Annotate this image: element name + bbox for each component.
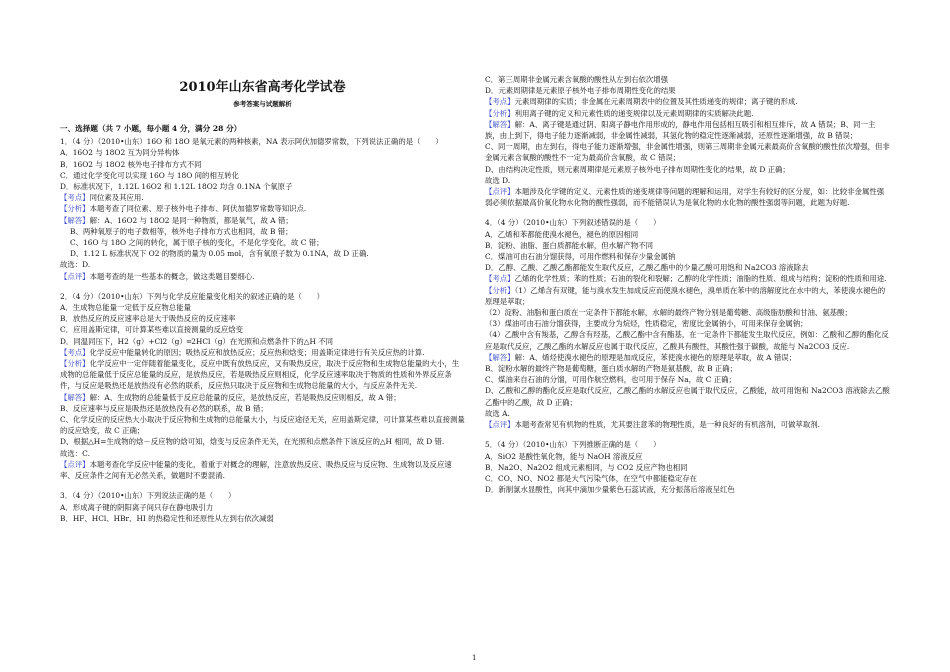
line-text: 本题考查了同位素、原子核外电子排布、阿伏加德罗常数等知识点. bbox=[89, 204, 307, 214]
text-line bbox=[485, 318, 890, 329]
section-tag: 【点评】 bbox=[485, 187, 515, 197]
text-line bbox=[485, 229, 890, 240]
text-line bbox=[485, 141, 890, 163]
line-text: B、两种氧原子的电子数相等，核外电子排布方式也相同，故 B 错； bbox=[70, 226, 293, 236]
right-column bbox=[485, 74, 890, 495]
line-text: （4）乙酸中含有羧基，乙醇含有羟基，乙酸乙酯中含有酯基，在一定条件下都能发生取代反应，例如：乙酸和乙醇的酯化反应是取代反应，乙酸乙酯的水解反应也属于取代反应，乙酸具有酸性，其酸性强于碳酸，故能与 Na2CO3 反应. bbox=[485, 330, 889, 351]
text-line bbox=[485, 285, 890, 307]
section-tag: 【解答】 bbox=[60, 215, 90, 225]
left-column bbox=[60, 80, 465, 524]
line-text: D．乙醇、乙酸、乙酸乙酯都能发生取代反应，乙酸乙酯中的少量乙酸可用饱和 Na2CO3 溶液除去 bbox=[485, 263, 809, 273]
text-line bbox=[485, 85, 890, 96]
line-text: D、乙酸和乙醇的酯化反应是取代反应，乙酸乙酯的水解反应也属于取代反应，乙酸能，故可用饱和 Na2CO3 溶液除去乙酸乙酯中的乙酸，故 D 正确； bbox=[485, 386, 890, 407]
line-text: C．通过化学变化可以实现 16O 与 18O 间的相互转化 bbox=[60, 170, 240, 180]
section-tag: 【点评】 bbox=[485, 420, 515, 430]
line-text: C、同一周期，由左到右，得电子能力逐渐增强，非金属性增强，则第三周期非金属元素最高价含氧酸的酸性依次增强，但非金属元素含氧酸的酸性不一定为最高价含氧酸，故 C 错误； bbox=[485, 142, 890, 163]
text-line bbox=[60, 170, 465, 181]
text-line bbox=[60, 181, 465, 192]
line-text: C、16O 与 18O 之间的转化，属于原子核的变化，不是化学变化，故 C 错； bbox=[70, 238, 324, 248]
section-tag: 【分析】 bbox=[60, 204, 90, 214]
page-title: 2010年山东省高考化学试卷 bbox=[179, 80, 346, 95]
line-text: D．标准状况下，1.12L 16O2 和 1.12L 18O2 均含 0.1NA 个氧原子 bbox=[60, 182, 293, 192]
line-text: C．煤油可由石油分馏获得，可用作燃料和保存少量金属钠 bbox=[485, 252, 676, 262]
text-line bbox=[60, 248, 465, 259]
section-tag: 【考点】 bbox=[485, 274, 515, 284]
section-tag: 【解答】 bbox=[485, 352, 515, 362]
line-text: C．第三周期非金属元素含氧酸的酸性从左到右依次增强 bbox=[485, 75, 669, 84]
line-text: 本题考查常见有机物的性质，尤其要注意苯的物理性质，是一种良好的有机溶剂，可做萃取剂. bbox=[514, 420, 820, 430]
text-line bbox=[485, 374, 890, 385]
text-line bbox=[60, 291, 465, 302]
line-text: 元素周期律的实质；非金属在元素周期表中的位置及其性质递变的规律；离子键的形成. bbox=[514, 97, 798, 107]
section-tag: 【点评】 bbox=[60, 459, 90, 469]
line-text: （1）乙烯含有双键，能与溴水发生加成反应而使溴水褪色，溴单质在苯中的溶解度比在水中的大，苯使溴水褪色的原理是萃取； bbox=[485, 285, 886, 306]
left-column-body bbox=[60, 136, 465, 524]
right-column-body bbox=[485, 74, 890, 495]
text-line bbox=[485, 385, 890, 407]
text-line bbox=[60, 459, 465, 481]
text-line bbox=[60, 302, 465, 313]
text-line bbox=[60, 313, 465, 324]
line-text: 化学反应中一定伴随着能量变化，反应中既有放热反应，又有吸热反应，取决于反应物和生成物总能量的大小，生成物的总能量低于反应总能量的反应，是放热反应，若是吸热反应则相反，化学反应速率取决于物质的性质和外界反应条件，与反应是吸热还是放热没有必然的联系，反应热只取决于反应物和生成物总能量的大小，与反应条件无关. bbox=[60, 359, 460, 391]
text-line bbox=[485, 175, 890, 186]
line-text: 故选 A. bbox=[485, 408, 510, 418]
line-text: C、化学反应的反应热大小取决于反应物和生成物的总能量大小，与反应途径无关，应用盖斯定律，可计算某些难以直接测量的反应焓变，故 C 正确； bbox=[60, 415, 465, 436]
section-tag: 【解答】 bbox=[485, 119, 515, 129]
text-line bbox=[485, 74, 890, 85]
text-line bbox=[60, 324, 465, 335]
text-line bbox=[60, 259, 465, 270]
line-text: B．放热反应的反应速率总是大于吸热反应的反应速率 bbox=[60, 314, 236, 324]
line-text: A．16O2 与 18O2 互为同分异构体 bbox=[60, 148, 180, 158]
line-text: 故选 D. bbox=[485, 175, 511, 185]
line-text: 3．（4 分）（2010•山东）下列说法正确的是（ ） bbox=[60, 491, 236, 501]
section-tag: 【考点】 bbox=[485, 97, 515, 107]
text-line bbox=[485, 329, 890, 351]
line-text: B、淀粉水解的最终产物是葡萄糖，蛋白质水解的产物是氨基酸，故 B 正确； bbox=[485, 364, 738, 374]
text-line bbox=[60, 136, 465, 147]
text-line bbox=[60, 237, 465, 248]
text-line bbox=[485, 96, 890, 107]
section-tag: 【考点】 bbox=[60, 347, 90, 357]
text-line bbox=[60, 226, 465, 237]
text-line bbox=[485, 186, 890, 208]
line-text: B．Na2O、Na2O2 组成元素相同，与 CO2 反应产物也相同 bbox=[485, 462, 688, 472]
text-line bbox=[60, 403, 465, 414]
section-heading: 一、选择题（共 7 小题，每小题 4 分，满分 28 分） bbox=[60, 124, 242, 133]
line-text: 1．（4 分）（2010•山东）16O 和 18O 是氧元素的两种核素，NA 表示阿伏加德罗常数，下列说法正确的是（ ） bbox=[60, 137, 443, 147]
line-text: 解：A、烯烃使溴水褪色的原理是加成反应，苯使溴水褪色的原理是萃取，故 A 错误； bbox=[514, 352, 797, 362]
line-text: 乙烯的化学性质；苯的性质；石油的裂化和裂解；乙醇的化学性质；油脂的性质、组成与结构；淀粉的性质和用途. bbox=[514, 274, 887, 284]
text-line bbox=[485, 217, 890, 228]
text-line bbox=[60, 513, 465, 524]
text-line bbox=[60, 271, 465, 282]
text-line bbox=[60, 215, 465, 226]
text-line bbox=[485, 262, 890, 273]
line-text: 利用离子键的定义和元素性质的递变规律以及元素周期律的实质解决此题. bbox=[514, 108, 754, 118]
line-text: B．16O2 与 18O2 核外电子排布方式不同 bbox=[60, 159, 202, 169]
line-text: 解：A、生成物的总能量低于反应总能量的反应，是放热反应，若是吸热反应则相反，故 A 错； bbox=[89, 392, 401, 402]
text-line bbox=[485, 240, 890, 251]
text-line bbox=[60, 358, 465, 392]
text-line bbox=[60, 159, 465, 170]
line-text: 故选：C. bbox=[60, 448, 90, 458]
line-text: C．CO、NO、NO2 都是大气污染气体，在空气中都能稳定存在 bbox=[485, 473, 698, 483]
paragraph-gap bbox=[60, 282, 465, 291]
paragraph-gap bbox=[485, 208, 890, 217]
page-number: 1 bbox=[472, 654, 477, 662]
line-text: D．元素周期律是元素原子核外电子排布周期性变化的结果 bbox=[485, 86, 676, 96]
line-text: 故选：D. bbox=[60, 260, 91, 270]
text-line bbox=[60, 490, 465, 501]
section-tag: 【解答】 bbox=[60, 392, 90, 402]
text-line bbox=[60, 392, 465, 403]
text-line bbox=[60, 414, 465, 436]
paragraph-gap bbox=[60, 481, 465, 490]
line-text: 本题考查的是一些基本的概念，做这类题目要细心. bbox=[89, 271, 255, 281]
line-text: D、1.12 L 标准状况下 O2 的物质的量为 0.05 mol，含有氧原子数为 0.1NA，故 D 正确. bbox=[70, 249, 369, 259]
line-text: （2）淀粉、油脂和蛋白质在一定条件下都能水解，水解的最终产物分别是葡萄糖、高级脂肪酸和甘油、氨基酸； bbox=[485, 308, 852, 318]
line-text: C．应用盖斯定律，可计算某些难以直接测量的反应焓变 bbox=[60, 325, 244, 335]
text-line bbox=[60, 192, 465, 203]
text-line bbox=[485, 273, 890, 284]
text-line bbox=[60, 448, 465, 459]
line-text: 解：A、16O2 与 18O2 是同一种物质，都是氧气，故 A 错； bbox=[89, 215, 293, 225]
line-text: C、煤油来自石油的分馏，可用作航空燃料，也可用于保存 Na，故 C 正确； bbox=[485, 375, 736, 385]
section-tag: 【点评】 bbox=[60, 271, 90, 281]
section-tag: 【分析】 bbox=[60, 359, 90, 369]
line-text: A．形成离子键的阴阳离子间只存在静电吸引力 bbox=[60, 502, 214, 512]
line-text: D．同温同压下，H2（g）+Cl2（g）═2HCl（g）在光照和点燃条件下的△H 不同 bbox=[60, 336, 334, 346]
text-line bbox=[485, 484, 890, 495]
text-line bbox=[485, 408, 890, 419]
text-line bbox=[485, 119, 890, 141]
text-line bbox=[485, 419, 890, 430]
section-tag: 【考点】 bbox=[60, 193, 90, 203]
line-text: 4．（4 分）（2010•山东）下列叙述错误的是（ ） bbox=[485, 218, 661, 228]
text-line bbox=[60, 147, 465, 158]
line-text: 化学反应中能量转化的原因；吸热反应和放热反应；反应热和焓变；用盖斯定律进行有关反应热的计算. bbox=[89, 347, 425, 357]
line-text: A．乙烯和苯都能使溴水褪色，褪色的原因相同 bbox=[485, 229, 639, 239]
line-text: 本题考查化学反应中能量的变化，着重于对概念的理解，注意放热反应、吸热反应与反应物、生成物以及反应速率、反应条件之间有无必然关系，做题时不要混淆. bbox=[60, 459, 452, 481]
text-line bbox=[60, 502, 465, 513]
line-text: 同位素及其应用. bbox=[89, 193, 144, 203]
text-line bbox=[485, 451, 890, 462]
line-text: 2．（4 分）（2010•山东）下列与化学反应能量变化相关的叙述正确的是（ ） bbox=[60, 291, 325, 301]
line-text: A．生成物总能量一定低于反应物总能量 bbox=[60, 303, 191, 313]
section-tag: 【分析】 bbox=[485, 285, 515, 295]
line-text: B．HF、HCl、HBr、HI 的热稳定性和还原性从左到右依次减弱 bbox=[60, 513, 274, 523]
line-text: D、由结构决定性质，则元素周期律是元素原子核外电子排布周期性变化的结果，故 D 正确； bbox=[485, 164, 790, 174]
page-subtitle: 参考答案与试题解析 bbox=[233, 100, 292, 108]
text-line bbox=[485, 462, 890, 473]
text-line bbox=[60, 336, 465, 347]
text-line bbox=[485, 439, 890, 450]
text-line bbox=[485, 473, 890, 484]
text-line bbox=[485, 164, 890, 175]
text-line bbox=[485, 251, 890, 262]
text-line bbox=[60, 347, 465, 358]
line-text: D．新制氯水显酸性，向其中滴加少量紫色石蕊试液，充分振荡后溶液呈红色 bbox=[485, 485, 735, 495]
text-line bbox=[485, 363, 890, 374]
text-line bbox=[485, 307, 890, 318]
text-line bbox=[485, 108, 890, 119]
line-text: B．淀粉、油脂、蛋白质都能水解，但水解产物不同 bbox=[485, 240, 654, 250]
line-text: （3）煤油可由石油分馏获得，主要成分为烷烃，性质稳定，密度比金属钠小，可用来保存金属钠； bbox=[485, 319, 808, 329]
line-text: A．SiO2 是酸性氧化物，能与 NaOH 溶液反应 bbox=[485, 451, 643, 461]
line-text: 解：A、离子键是通过阴、阳离子静电作用形成的，静电作用包括相互吸引和相互排斥，故 A 错误；B、同一主族，由上到下，得电子能力逐渐减弱，非金属性减弱，其氢化物的稳定性逐渐减弱，还原性逐渐增强，故 B 错误； bbox=[485, 119, 876, 141]
line-text: D、根据△H=生成物的焓－反应物的焓可知，焓变与反应条件无关，在光照和点燃条件下该反应的△H 相同，故 D 错. bbox=[60, 437, 445, 447]
text-line bbox=[485, 352, 890, 363]
text-line bbox=[60, 436, 465, 447]
text-line bbox=[60, 203, 465, 214]
paragraph-gap bbox=[485, 430, 890, 439]
section-tag: 【分析】 bbox=[485, 108, 515, 118]
line-text: B、反应速率与反应是吸热还是放热没有必然的联系，故 B 错； bbox=[60, 403, 268, 413]
line-text: 本题涉及化学键的定义、元素性质的递变规律等问题的理解和运用，对学生有较好的区分度，如：比较非金属性强弱必须依据最高价氧化物水化物的酸性强弱，而不能错误认为是氧化物的水化物的酸性强弱等问题，此题为好题. bbox=[485, 187, 885, 208]
line-text: 5．（4 分）（2010•山东）下列推断正确的是（ ） bbox=[485, 440, 661, 450]
